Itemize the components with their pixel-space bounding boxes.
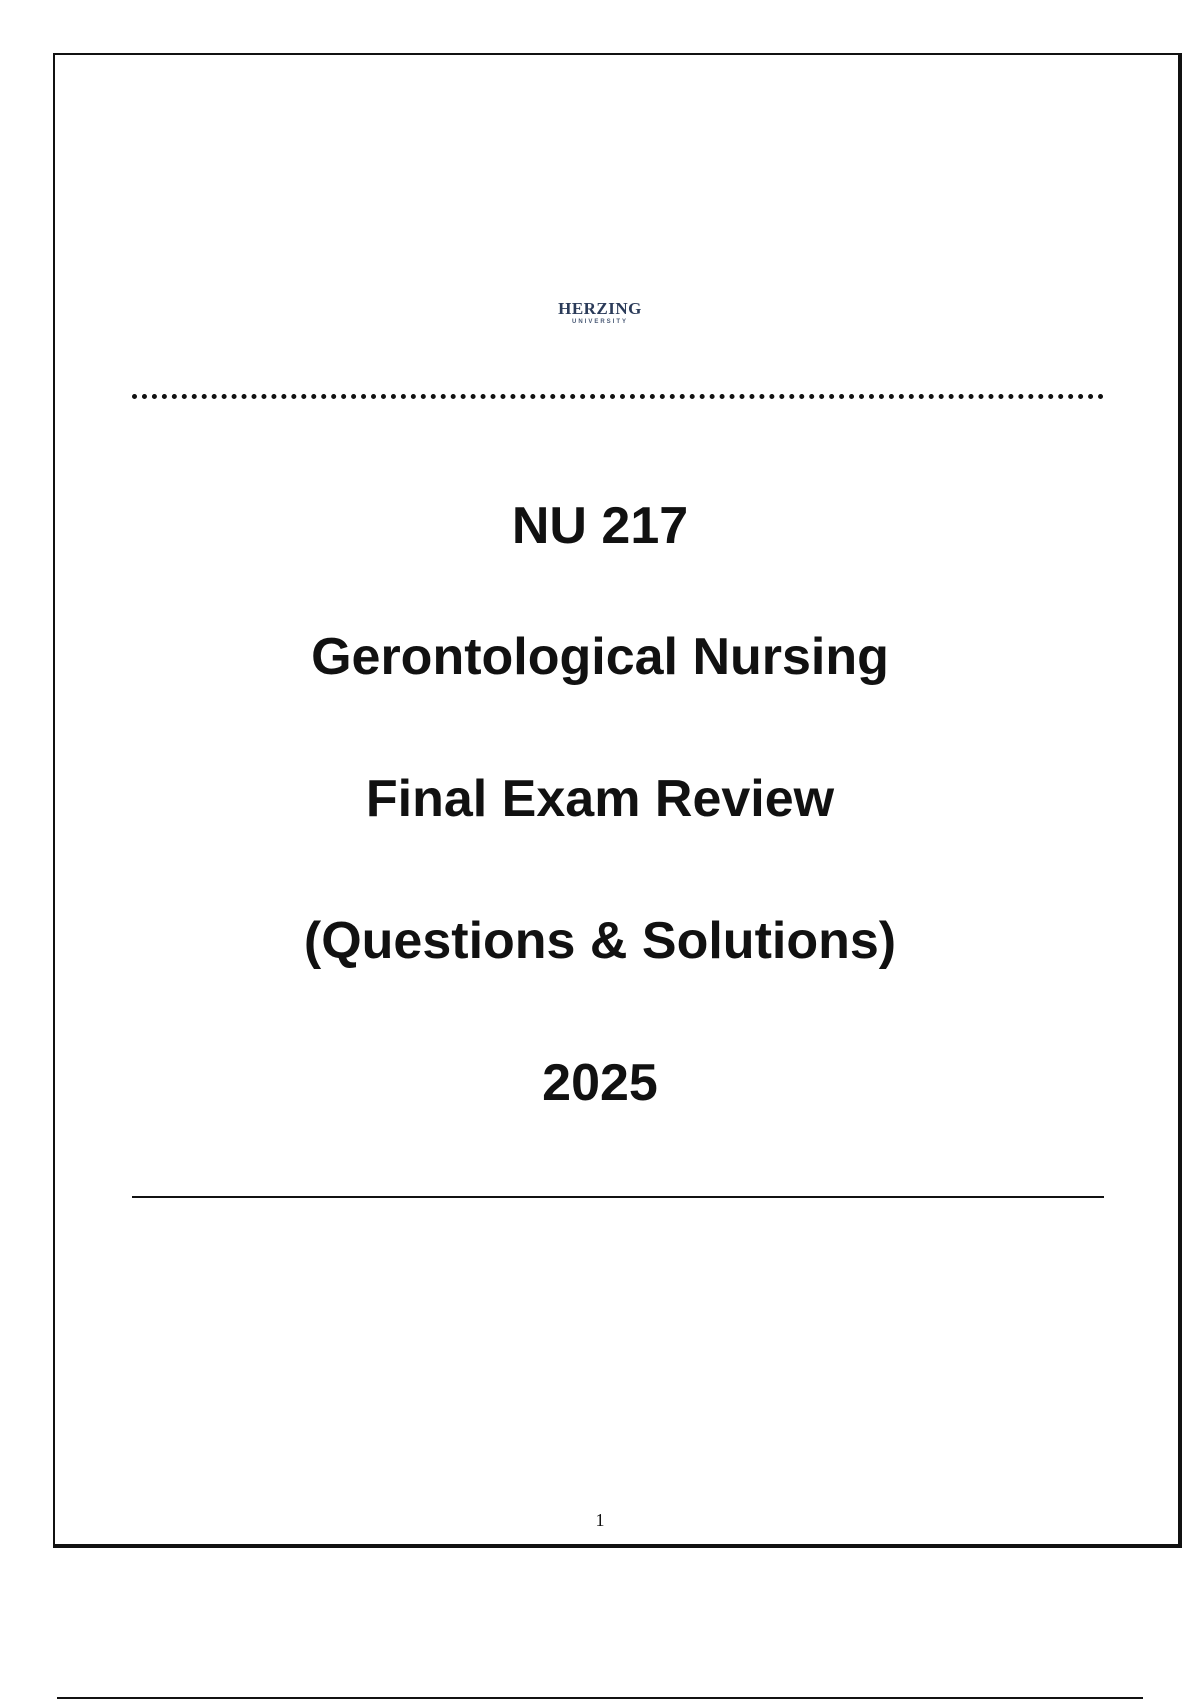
university-logo: [0, 300, 1200, 328]
document-subtitle: (Questions & Solutions): [303, 912, 897, 970]
course-title: Gerontological Nursing: [311, 628, 889, 686]
logo-subtext: UNIVERSITY: [571, 319, 628, 325]
logo-wordmark: [558, 300, 642, 326]
solid-divider: [132, 1196, 1104, 1198]
dotted-divider: [132, 394, 1104, 399]
document-year: 2025: [542, 1054, 658, 1112]
bottom-rule: [57, 1697, 1143, 1699]
page-number: 1: [595, 1510, 605, 1530]
logo-name: HERZING: [558, 299, 642, 318]
course-code: NU 217: [511, 497, 689, 555]
document-type: Final Exam Review: [365, 770, 835, 828]
